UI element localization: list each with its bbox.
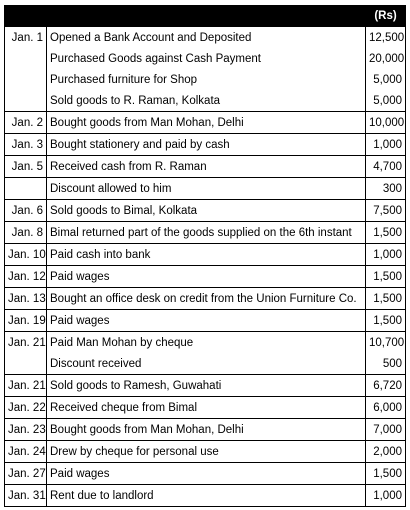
row-amount: 5,000 <box>366 69 406 90</box>
row-date: Jan. 1 <box>5 27 47 49</box>
table-row <box>5 48 406 69</box>
row-date <box>5 48 47 69</box>
row-date: Jan. 19 <box>5 310 47 332</box>
row-description: Drew by cheque for personal use <box>47 441 366 463</box>
row-amount: 1,500 <box>366 222 406 244</box>
header-date <box>5 6 47 27</box>
row-date <box>5 178 47 200</box>
row-amount: 6,000 <box>366 397 406 419</box>
row-description: Bought an office desk on credit from the Union Furniture Co. <box>47 288 366 310</box>
row-amount: 1,000 <box>366 485 406 507</box>
row-description: Paid wages <box>47 266 366 288</box>
row-description: Rent due to landlord <box>47 485 366 507</box>
transactions-table <box>4 5 406 507</box>
table-row <box>5 178 406 200</box>
row-date: Jan. 6 <box>5 200 47 222</box>
table-row <box>5 90 406 112</box>
row-description: Sold goods to R. Raman, Kolkata <box>47 90 366 112</box>
row-date: Jan. 31 <box>5 485 47 507</box>
row-date: Jan. 27 <box>5 463 47 485</box>
row-date: Jan. 21 <box>5 375 47 397</box>
row-amount: 12,500 <box>366 27 406 49</box>
table-row <box>5 397 406 419</box>
table-row <box>5 112 406 134</box>
table-row <box>5 310 406 332</box>
row-date: Jan. 2 <box>5 112 47 134</box>
row-amount: 7,000 <box>366 419 406 441</box>
row-amount: 1,500 <box>366 288 406 310</box>
table-body <box>5 27 406 507</box>
row-description: Paid wages <box>47 310 366 332</box>
table-row <box>5 419 406 441</box>
table-row <box>5 156 406 178</box>
row-date: Jan. 22 <box>5 397 47 419</box>
row-amount: 1,500 <box>366 266 406 288</box>
row-date: Jan. 21 <box>5 332 47 354</box>
row-description: Purchased furniture for Shop <box>47 69 366 90</box>
header-row <box>5 6 406 27</box>
row-description: Received cheque from Bimal <box>47 397 366 419</box>
row-date: Jan. 12 <box>5 266 47 288</box>
row-date: Jan. 3 <box>5 134 47 156</box>
row-amount: 5,000 <box>366 90 406 112</box>
row-date: Jan. 13 <box>5 288 47 310</box>
row-description: Discount allowed to him <box>47 178 366 200</box>
row-amount: 4,700 <box>366 156 406 178</box>
row-amount: 10,000 <box>366 112 406 134</box>
row-description: Bought goods from Man Mohan, Delhi <box>47 112 366 134</box>
row-date: Jan. 23 <box>5 419 47 441</box>
table-row <box>5 27 406 49</box>
row-description: Bought stationery and paid by cash <box>47 134 366 156</box>
row-amount: 300 <box>366 178 406 200</box>
header-amount: (Rs) <box>366 6 406 27</box>
row-date: Jan. 8 <box>5 222 47 244</box>
row-description: Sold goods to Bimal, Kolkata <box>47 200 366 222</box>
row-date <box>5 90 47 112</box>
table-header <box>5 6 406 27</box>
header-description <box>47 6 366 27</box>
table-row <box>5 134 406 156</box>
row-description: Opened a Bank Account and Deposited <box>47 27 366 49</box>
row-amount: 20,000 <box>366 48 406 69</box>
table-row <box>5 200 406 222</box>
table-row <box>5 441 406 463</box>
row-amount: 2,000 <box>366 441 406 463</box>
row-amount: 10,700 <box>366 332 406 354</box>
row-amount: 1,000 <box>366 134 406 156</box>
table-row <box>5 485 406 507</box>
row-amount: 7,500 <box>366 200 406 222</box>
row-description: Discount received <box>47 353 366 375</box>
table-row <box>5 463 406 485</box>
row-amount: 1,500 <box>366 463 406 485</box>
row-description: Paid wages <box>47 463 366 485</box>
table-row <box>5 222 406 244</box>
table-row <box>5 353 406 375</box>
table-row <box>5 375 406 397</box>
row-amount: 500 <box>366 353 406 375</box>
row-date <box>5 69 47 90</box>
row-date <box>5 353 47 375</box>
table-row <box>5 332 406 354</box>
row-date: Jan. 24 <box>5 441 47 463</box>
row-amount: 6,720 <box>366 375 406 397</box>
row-amount: 1,000 <box>366 244 406 266</box>
table-row <box>5 288 406 310</box>
row-description: Paid cash into bank <box>47 244 366 266</box>
row-date: Jan. 10 <box>5 244 47 266</box>
table-row <box>5 69 406 90</box>
row-description: Purchased Goods against Cash Payment <box>47 48 366 69</box>
row-description: Bimal returned part of the goods supplied on the 6th instant <box>47 222 366 244</box>
row-description: Paid Man Mohan by cheque <box>47 332 366 354</box>
row-description: Sold goods to Ramesh, Guwahati <box>47 375 366 397</box>
row-date: Jan. 5 <box>5 156 47 178</box>
row-description: Received cash from R. Raman <box>47 156 366 178</box>
row-amount: 1,500 <box>366 310 406 332</box>
row-description: Bought goods from Man Mohan, Delhi <box>47 419 366 441</box>
table-row <box>5 266 406 288</box>
table-row <box>5 244 406 266</box>
